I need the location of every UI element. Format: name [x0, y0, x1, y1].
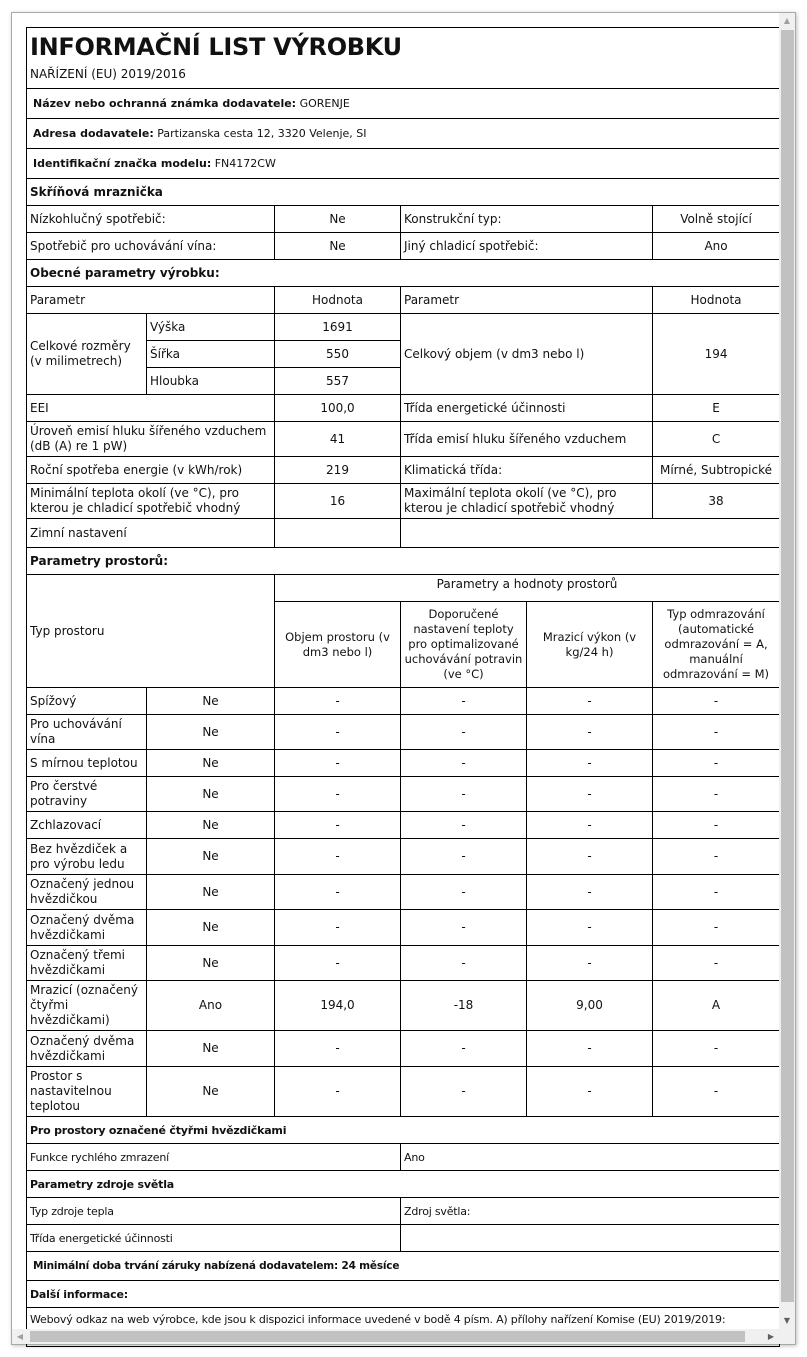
row-label: Zimní nastavení [27, 519, 275, 548]
col-value-header-2: Hodnota [653, 287, 780, 314]
row-value-2: Volně stojící [653, 206, 780, 233]
compartment-temp: - [401, 946, 527, 981]
supplier-address-value: Partizanska cesta 12, 3320 Velenje, SI [157, 127, 367, 140]
compartment-defrost: - [653, 750, 780, 777]
row-value-2: 38 [653, 484, 780, 519]
compartment-temp: - [401, 812, 527, 839]
dimension-label: Výška [147, 314, 275, 341]
row-value: Ne [275, 206, 401, 233]
compartment-defrost: - [653, 875, 780, 910]
compartment-type: S mírnou teplotou [27, 750, 147, 777]
compartment-defrost: - [653, 839, 780, 875]
compartment-volume: - [275, 812, 401, 839]
compartment-row [27, 946, 780, 981]
dimension-label: Hloubka [147, 368, 275, 395]
model-id-value: FN4172CW [214, 157, 276, 170]
compartment-volume: - [275, 875, 401, 910]
compartment-volume: - [275, 688, 401, 715]
col-param-header: Parametr [27, 287, 275, 314]
additional-info-text: Webový odkaz na web výrobce, kde jsou k dispozici informace uvedené v bodě 4 písm. A) přílohy nařízení Komise (EU) 2019/2019: [30, 1313, 726, 1326]
total-volume-value: 194 [653, 314, 780, 395]
compartment-present: Ne [147, 715, 275, 750]
regulation-text: NAŘÍZENÍ (EU) 2019/2016 [27, 63, 780, 89]
product-information-sheet [26, 27, 779, 1347]
col-value-header: Hodnota [275, 287, 401, 314]
row-label: Spotřebič pro uchovávání vína: [27, 233, 275, 260]
compartment-temp: - [401, 910, 527, 946]
compartment-type-header: Typ prostoru [27, 575, 275, 688]
compartment-type: Označený dvěma hvězdičkami [27, 910, 147, 946]
compartment-freeze: 9,00 [527, 981, 653, 1031]
compartment-row [27, 910, 780, 946]
dimension-value: 550 [275, 341, 401, 368]
row-label: Minimální teplota okolí (ve °C), pro kterou je chladicí spotřebič vhodný [27, 484, 275, 519]
model-id-row [27, 149, 780, 179]
compartment-group-header: Parametry a hodnoty prostorů [275, 575, 780, 602]
compartment-defrost: - [653, 715, 780, 750]
compartment-present: Ne [147, 1031, 275, 1067]
compartment-freeze: - [527, 875, 653, 910]
compartment-row [27, 839, 780, 875]
row-label: EEI [27, 395, 275, 422]
fast-freeze-value: Ano [401, 1144, 780, 1171]
compartment-type: Označený jednou hvězdičkou [27, 875, 147, 910]
compartment-type: Prostor s nastavitelnou teplotou [27, 1067, 147, 1117]
compartment-temp: - [401, 777, 527, 812]
fast-freeze-row [27, 1144, 780, 1171]
compartment-row [27, 688, 780, 715]
light-heading: Parametry zdroje světla [27, 1171, 780, 1198]
compartment-temp: - [401, 875, 527, 910]
compartment-rows [27, 688, 780, 1117]
compartment-type: Mrazicí (označený čtyřmi hvězdičkami) [27, 981, 147, 1031]
compartment-volume: - [275, 910, 401, 946]
row-value-2: Mírné, Subtropické [653, 457, 780, 484]
compartment-volume: - [275, 715, 401, 750]
appliance-row [27, 233, 780, 260]
scroll-down-arrow-icon[interactable]: ▼ [783, 1316, 791, 1325]
document-viewport [12, 13, 779, 1329]
document-window [11, 12, 796, 1345]
fast-freeze-label: Funkce rychlého zmrazení [27, 1144, 401, 1171]
dimension-row [27, 314, 780, 341]
horizontal-scrollbar[interactable] [12, 1329, 779, 1344]
compartment-type: Spížový [27, 688, 147, 715]
compartment-volume: - [275, 750, 401, 777]
sheet-table [26, 27, 780, 1347]
compartment-present: Ne [147, 946, 275, 981]
compartment-row [27, 981, 780, 1031]
appliance-row [27, 206, 780, 233]
col-param-header-2: Parametr [401, 287, 653, 314]
compartment-temp: -18 [401, 981, 527, 1031]
row-label-2: Třída emisí hluku šířeného vzduchem [401, 422, 653, 457]
compartments-heading: Parametry prostorů: [27, 548, 780, 575]
additional-info-heading: Další informace: [27, 1281, 780, 1308]
compartment-temp: - [401, 1031, 527, 1067]
compartment-freeze: - [527, 688, 653, 715]
row-value-2: E [653, 395, 780, 422]
vertical-scrollbar[interactable] [779, 13, 795, 1329]
compartment-freeze: - [527, 750, 653, 777]
total-volume-label: Celkový objem (v dm3 nebo l) [401, 314, 653, 395]
general-row [27, 422, 780, 457]
compartment-defrost: - [653, 777, 780, 812]
row-value: 16 [275, 484, 401, 519]
supplier-name-row [27, 89, 780, 119]
col-volume-header: Objem prostoru (v dm3 nebo l) [275, 602, 401, 688]
supplier-address-label: Adresa dodavatele: [33, 127, 154, 140]
light-source-row [27, 1198, 780, 1225]
compartment-temp: - [401, 750, 527, 777]
compartment-present: Ne [147, 875, 275, 910]
warranty-value: 24 měsíce [341, 1259, 400, 1272]
col-temp-header: Doporučené nastavení teploty pro optimalizované uchovávání potravin (ve °C) [401, 602, 527, 688]
light-source-label: Zdroj světla: [401, 1198, 780, 1225]
vertical-scroll-thumb[interactable] [781, 30, 794, 1302]
compartment-freeze: - [527, 946, 653, 981]
row-value: Ne [275, 233, 401, 260]
row-label-2: Třída energetické účinnosti [401, 395, 653, 422]
compartment-volume: - [275, 839, 401, 875]
compartment-type: Označený dvěma hvězdičkami [27, 1031, 147, 1067]
compartment-type: Pro uchovávání vína [27, 715, 147, 750]
row-value-2: C [653, 422, 780, 457]
supplier-name-label: Název nebo ochranná známka dodavatele: [33, 97, 297, 110]
row-label-2: Maximální teplota okolí (ve °C), pro kterou je chladicí spotřebič vhodný [401, 484, 653, 519]
compartment-row [27, 750, 780, 777]
page-title: INFORMAČNÍ LIST VÝROBKU [27, 28, 780, 64]
col-defrost-header: Typ odmrazování (automatické odmrazování = A, manuální odmrazování = M) [653, 602, 780, 688]
compartment-row [27, 715, 780, 750]
compartment-defrost: - [653, 1031, 780, 1067]
compartment-freeze: - [527, 777, 653, 812]
row-label: Roční spotřeba energie (v kWh/rok) [27, 457, 275, 484]
compartment-present: Ne [147, 812, 275, 839]
scroll-right-arrow-icon[interactable]: ▶ [767, 1332, 775, 1341]
light-energy-class-label: Třída energetické účinnosti [27, 1225, 401, 1252]
dimensions-label: Celkové rozměry (v milimetrech) [27, 314, 147, 395]
compartment-type: Označený třemi hvězdičkami [27, 946, 147, 981]
compartment-defrost: - [653, 946, 780, 981]
row-label-2: Klimatická třída: [401, 457, 653, 484]
warranty-label: Minimální doba trvání záruky nabízená dodavatelem: [33, 1259, 339, 1272]
heat-source-label: Typ zdroje tepla [27, 1198, 401, 1225]
general-header-row [27, 287, 780, 314]
compartment-row [27, 1031, 780, 1067]
compartment-present: Ano [147, 981, 275, 1031]
scrollbar-corner [779, 1329, 795, 1344]
col-freeze-header: Mrazicí výkon (v kg/24 h) [527, 602, 653, 688]
compartment-defrost: A [653, 981, 780, 1031]
model-id-label: Identifikační značka modelu: [33, 157, 212, 170]
row-label-2: Jiný chladicí spotřebič: [401, 233, 653, 260]
compartment-volume: - [275, 946, 401, 981]
compartment-volume: - [275, 1067, 401, 1117]
light-energy-row [27, 1225, 780, 1252]
row-value [275, 519, 401, 548]
compartment-present: Ne [147, 910, 275, 946]
light-energy-class-value [401, 1225, 780, 1252]
compartment-freeze: - [527, 1067, 653, 1117]
row-label: Úroveň emisí hluku šířeného vzduchem (dB (A) re 1 pW) [27, 422, 275, 457]
dimension-value: 1691 [275, 314, 401, 341]
compartment-freeze: - [527, 1031, 653, 1067]
compartment-volume: 194,0 [275, 981, 401, 1031]
compartment-defrost: - [653, 812, 780, 839]
compartment-temp: - [401, 839, 527, 875]
compartment-row [27, 812, 780, 839]
scroll-up-arrow-icon[interactable]: ▲ [783, 16, 791, 25]
supplier-name-value: GORENJE [299, 97, 350, 110]
supplier-address-row [27, 119, 780, 149]
compartment-present: Ne [147, 688, 275, 715]
general-row [27, 457, 780, 484]
horizontal-scroll-thumb[interactable] [30, 1331, 745, 1342]
compartment-volume: - [275, 1031, 401, 1067]
compartment-temp: - [401, 1067, 527, 1117]
compartment-freeze: - [527, 910, 653, 946]
compartment-freeze: - [527, 812, 653, 839]
compartment-present: Ne [147, 839, 275, 875]
compartment-freeze: - [527, 839, 653, 875]
general-row [27, 519, 780, 548]
general-parameters-heading: Obecné parametry výrobku: [27, 260, 780, 287]
general-row [27, 484, 780, 519]
dimension-label: Šířka [147, 341, 275, 368]
row-value: 100,0 [275, 395, 401, 422]
compartment-row [27, 1067, 780, 1117]
compartment-present: Ne [147, 1067, 275, 1117]
compartment-type: Zchlazovací [27, 812, 147, 839]
compartment-freeze: - [527, 715, 653, 750]
dimension-value: 557 [275, 368, 401, 395]
general-row [27, 395, 780, 422]
scroll-left-arrow-icon[interactable]: ◀ [16, 1332, 24, 1341]
four-star-heading: Pro prostory označené čtyřmi hvězdičkami [27, 1117, 780, 1144]
row-value: 41 [275, 422, 401, 457]
compartment-temp: - [401, 688, 527, 715]
compartment-defrost: - [653, 1067, 780, 1117]
row-empty [401, 519, 780, 548]
compartment-present: Ne [147, 777, 275, 812]
compartment-volume: - [275, 777, 401, 812]
compartment-defrost: - [653, 688, 780, 715]
warranty-row [27, 1252, 780, 1281]
compartment-temp: - [401, 715, 527, 750]
row-value: 219 [275, 457, 401, 484]
compartment-type: Pro čerstvé potraviny [27, 777, 147, 812]
compartment-row [27, 777, 780, 812]
compartment-defrost: - [653, 910, 780, 946]
compartment-present: Ne [147, 750, 275, 777]
compartment-type: Bez hvězdiček a pro výrobu ledu [27, 839, 147, 875]
row-label-2: Konstrukční typ: [401, 206, 653, 233]
row-label: Nízkohlučný spotřebič: [27, 206, 275, 233]
compartment-row [27, 875, 780, 910]
row-value-2: Ano [653, 233, 780, 260]
appliance-category: Skříňová mraznička [27, 179, 780, 206]
compartments-header-row [27, 575, 780, 602]
